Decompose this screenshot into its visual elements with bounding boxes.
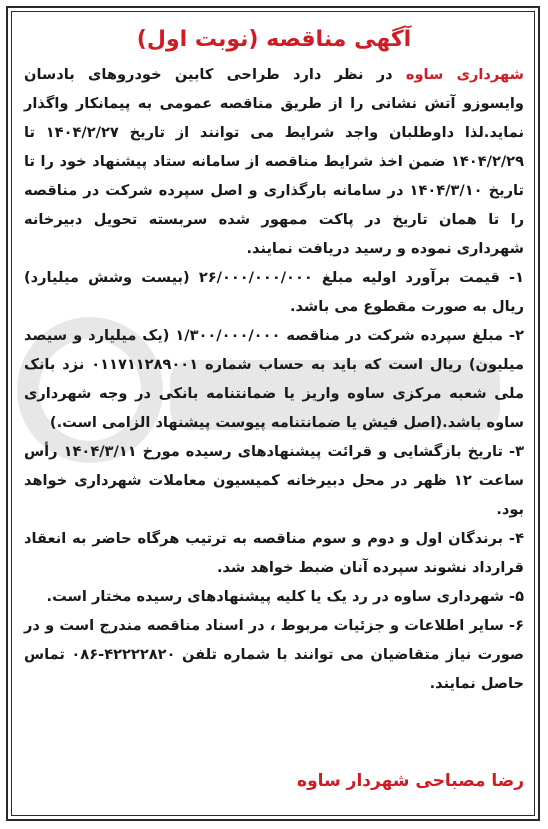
clause-6: ۶- سایر اطلاعات و جزئیات مربوط ، در اسناد مناقصه مندرج است و در صورت نیاز متقاضیان می توانند با شماره تلفن ۴۲۲۲۲۸۲۰-۰۸۶ تماس حاصل نمایند. [24,617,525,692]
clause-1: ۱- قیمت برآورد اولیه مبلغ ۲۶/۰۰۰/۰۰۰/۰۰۰ (بیست وشش میلیارد) ریال به صورت مقطوع می باشد. [24,269,524,315]
clause-3: ۳- تاریخ بازگشایی و قرائت پیشنهادهای رسیده مورخ ۱۴۰۴/۳/۱۱ رأس ساعت ۱۲ ظهر در محل دبیرخانه کمیسیون معاملات شهرداری خواهد بود. [24,443,524,518]
intro-text: در نظر دارد طراحی کابین خودروهای بادسان وایسوزو آتش نشانی را از طریق مناقصه عمومی به پیمانکار واگذار نماید.لذا داوطلبان واجد شرایط می توانند از تاریخ ۱۴۰۴/۲/۲۷ تا ۱۴۰۴/۲/۲۹ ضمن اخذ شرایط مناقصه از سامانه ستاد پیشنهاد خود را تا تاریخ ۱۴۰۴/۳/۱۰ در سامانه بارگذاری و اصل سپرده شرکت در مناقصه را تا همان تاریخ در پاکت ممهور شده سربسته تحویل دبیرخانه شهرداری نموده و رسید دریافت نمایند. [24,66,524,257]
municipality-name: شهرداری ساوه [405,66,524,83]
signature: رضا مصباحی شهردار ساوه [297,771,524,791]
clause-4: ۴- برندگان اول و دوم و سوم مناقصه به ترتیب هرگاه حاضر به انعقاد قرارداد نشوند سپرده آنان ضبط خواهد شد. [24,530,524,576]
notice-body [24,60,524,698]
intro-paragraph [24,60,524,263]
clause-5: ۵- شهرداری ساوه در رد یک یا کلیه پیشنهادهای رسیده مختار است. [46,588,524,605]
notice-title: آگهی مناقصه (نوبت اول) [136,27,412,52]
clause-2: ۲- مبلغ سپرده شرکت در مناقصه ۱/۳۰۰/۰۰۰/۰۰۰ (یک میلیارد و سیصد میلیون) ریال است که باید به حساب شماره ۰۱۱۷۱۱۲۸۹۰۰۱ نزد بانک ملی شعبه مرکزی ساوه واریز یا ضمانتنامه بانکی در وجه شهرداری ساوه باشد.(اصل فیش یا ضمانتنامه پیوست پیشنهاد الزامی است.) [24,327,524,431]
